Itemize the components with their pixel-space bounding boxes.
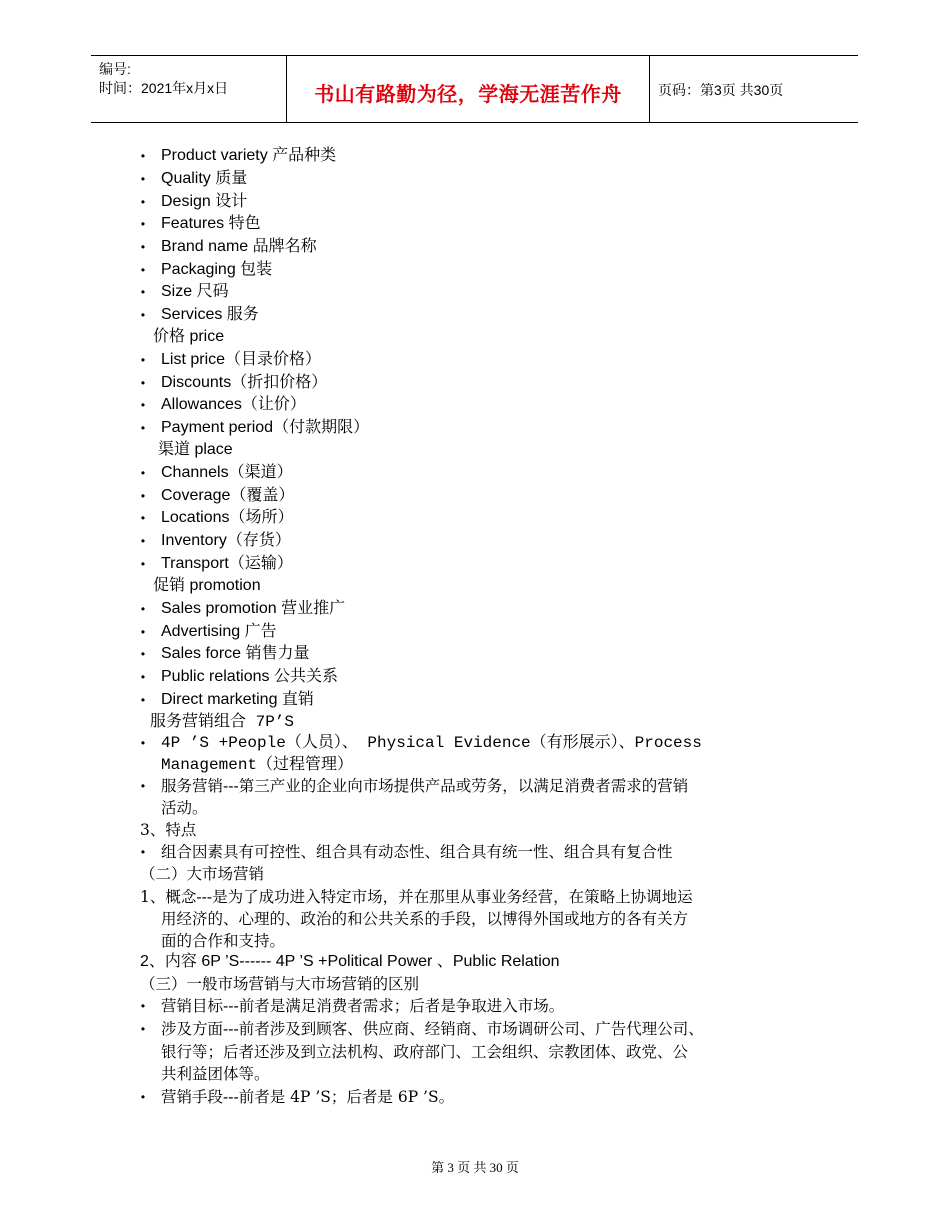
bullet-item: 营销手段---前者是 4P ’S；后者是 6P ’S。 — [161, 1088, 455, 1106]
text-line: 用经济的、心理的、政治的和公共关系的手段，以博得外国或地方的各有关方 — [161, 910, 689, 928]
bullet-icon: • — [140, 149, 146, 163]
bullet-icon: • — [140, 511, 146, 525]
bullet-item: Direct marketing 直销 — [161, 691, 314, 708]
bullet-item: Allowances（让价） — [161, 396, 306, 413]
bullet-icon: • — [140, 557, 146, 571]
bullet-icon: • — [140, 353, 146, 367]
bullet-item: 服务营销---第三产业的企业向市场提供产品或劳务，以满足消费者需求的营销 — [161, 777, 689, 795]
header-motto-cell — [287, 56, 650, 122]
bullet-item: Channels（渠道） — [161, 464, 293, 481]
header-motto: 书山有路勤为径，学海无涯苦作舟 — [314, 84, 622, 106]
text-line: （三）一般市场营销与大市场营销的区别 — [140, 975, 420, 993]
page-footer: 第 3 页 共 30 页 — [431, 1160, 519, 1175]
bullet-icon: • — [140, 376, 146, 390]
bullet-icon: • — [140, 195, 146, 209]
text-line: 服务营销组合 7P’S — [150, 713, 295, 731]
bullet-icon: • — [140, 534, 146, 548]
bullet-icon: • — [140, 172, 146, 186]
bullet-item: Packaging 包装 — [161, 261, 273, 278]
bullet-icon: • — [140, 625, 146, 639]
bullet-icon: • — [140, 670, 146, 684]
bullet-icon: • — [140, 263, 146, 277]
text-line: （二）大市场营销 — [140, 865, 265, 883]
bullet-item: 营销目标---前者是满足消费者需求；后者是争取进入市场。 — [161, 997, 565, 1015]
bullet-icon: • — [140, 736, 146, 750]
text-line: 渠道 place — [158, 441, 233, 458]
page-header — [91, 55, 858, 123]
text-line: Management（过程管理） — [161, 756, 354, 774]
bullet-icon: • — [140, 398, 146, 412]
bullet-item: Sales force 销售力量 — [161, 645, 310, 662]
bullet-item: 4P ’S +People（人员）、 Physical Evidence（有形展示）、Process — [161, 734, 702, 752]
bullet-icon: • — [140, 602, 146, 616]
bullet-icon: • — [140, 285, 146, 299]
bullet-icon: • — [140, 647, 146, 661]
bullet-item: Transport（运输） — [161, 555, 293, 572]
bullet-icon: • — [140, 421, 146, 435]
text-line: 价格 price — [153, 328, 225, 345]
bullet-item: Inventory（存货） — [161, 532, 291, 549]
bullet-icon: • — [140, 466, 146, 480]
text-line: 面的合作和支持。 — [161, 932, 286, 950]
text-line: 2、内容 6P ’S------ 4P ’S +Political Power 、Public Relation — [140, 953, 560, 970]
bullet-icon: • — [140, 1022, 146, 1036]
bullet-icon: • — [140, 1090, 146, 1104]
text-line: 3、特点 — [140, 821, 197, 839]
header-right-cell — [650, 56, 858, 122]
bullet-item: Features 特色 — [161, 215, 261, 232]
bullet-item: Sales promotion 营业推广 — [161, 600, 346, 617]
bullet-icon: • — [140, 217, 146, 231]
bullet-item: Advertising 广告 — [161, 623, 277, 640]
bullet-icon: • — [140, 845, 146, 859]
bullet-item: 组合因素具有可控性、组合具有动态性、组合具有统一性、组合具有复合性 — [161, 843, 673, 861]
bullet-icon: • — [140, 240, 146, 254]
bullet-item: Services 服务 — [161, 306, 259, 323]
bullet-item: Size 尺码 — [161, 283, 229, 300]
bullet-icon: • — [140, 779, 146, 793]
text-line: 活动。 — [161, 799, 208, 817]
bullet-item: 涉及方面---前者涉及到顾客、供应商、经销商、市场调研公司、广告代理公司、 — [161, 1020, 704, 1038]
bullet-item: Discounts（折扣价格） — [161, 374, 328, 391]
bullet-item: Coverage（覆盖） — [161, 487, 295, 504]
bullet-item: Brand name 品牌名称 — [161, 238, 317, 255]
bullet-icon: • — [140, 999, 146, 1013]
text-line: 共利益团体等。 — [161, 1065, 270, 1083]
bullet-item: List price（目录价格） — [161, 351, 322, 368]
bullet-item: Product variety 产品种类 — [161, 147, 337, 164]
document-time-label: 时间：2021年x月x日 — [99, 80, 229, 96]
bullet-item: Public relations 公共关系 — [161, 668, 338, 685]
text-line: 促销 promotion — [153, 577, 261, 594]
header-left-cell — [91, 56, 287, 122]
text-line: 1、概念---是为了成功进入特定市场，并在那里从事业务经营，在策略上协调地运 — [140, 888, 693, 906]
bullet-icon: • — [140, 489, 146, 503]
bullet-item: Quality 质量 — [161, 170, 248, 187]
document-number-label: 编号: — [99, 61, 131, 77]
bullet-item: Locations（场所） — [161, 509, 294, 526]
header-page-info: 页码：第3页 共30页 — [658, 82, 784, 98]
text-line: 银行等；后者还涉及到立法机构、政府部门、工会组织、宗教团体、政党、公 — [161, 1043, 689, 1061]
bullet-item: Design 设计 — [161, 193, 248, 210]
bullet-item: Payment period（付款期限） — [161, 419, 370, 436]
bullet-icon: • — [140, 693, 146, 707]
bullet-icon: • — [140, 308, 146, 322]
